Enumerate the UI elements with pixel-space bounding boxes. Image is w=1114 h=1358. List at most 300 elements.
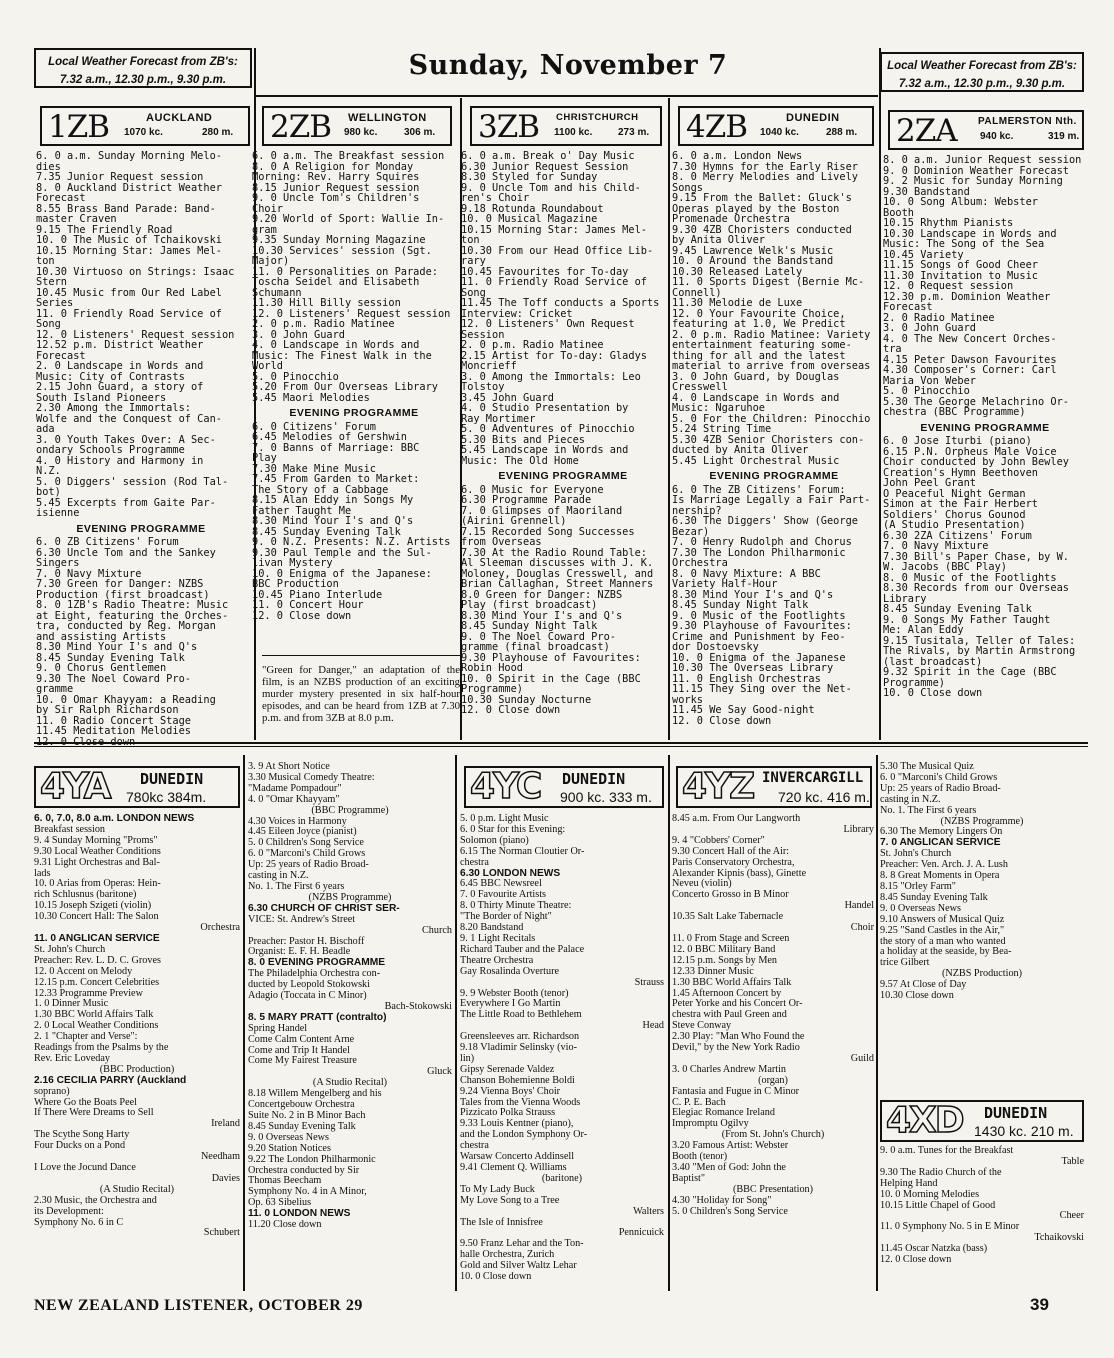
programme-detail: Song — [461, 286, 486, 299]
programme-detail: Symphony No. 4 in A Minor, — [248, 1186, 367, 1198]
programme-entry: 11.15 Songs of Good Cheer — [883, 259, 1038, 271]
programme-entry: 9. 1 Light Recitals — [460, 932, 536, 944]
programme-entry: 2. 0 p.m. Radio Matinee — [252, 318, 395, 330]
programme-entry: 8.45 Sunday Evening Talk — [252, 525, 401, 538]
programme-detail: tra, conducted by Reg. Morgan — [36, 620, 216, 632]
programme-entry: 9.15 From the Ballet: Gluck's — [672, 192, 852, 204]
programme-detail: Singers — [36, 557, 80, 569]
programme-detail: Crime and Punishment by Feo- — [672, 630, 846, 643]
weather-forecast-label: Local Weather Forecast from ZB's: — [48, 56, 238, 68]
programme-detail: Four Ducks on a Pond — [34, 1140, 126, 1152]
programme-entry: 7. 0 Glimpses of Maoriland — [461, 504, 623, 517]
station-logo-2za — [888, 110, 1084, 150]
programme-entry: 10. 0 Song Album: Webster — [883, 196, 1038, 208]
programme-detail: Al Sleeman discusses with J. K. — [461, 557, 654, 569]
weather-forecast-times: 7.32 a.m., 12.30 p.m., 9.30 p.m. — [59, 74, 227, 86]
programme-entry: 10.45 Favourites for To-day — [461, 265, 629, 278]
programme-entry: 9.41 Clement Q. Williams — [460, 1162, 567, 1173]
programme-entry: 9.30 The Radio Church of the — [880, 1166, 1002, 1178]
programme-detail: chestra (BBC Programme) — [883, 406, 1026, 418]
programme-detail: Guild — [850, 1052, 874, 1064]
programme-entry: 7.15 Recorded Song Successes — [461, 525, 635, 538]
programme-detail: Alexander Kipnis (bass), Ginette — [672, 867, 807, 879]
station-frequency: 980 kc. — [344, 127, 378, 138]
programme-entry: 8.20 Bandstand — [460, 922, 524, 934]
programme-entry: 9.32 Spirit in the Cage (BBC — [883, 666, 1057, 678]
programme-detail: (Airini Grennell) — [461, 515, 567, 527]
programme-entry: 5. 0 Pinocchio — [883, 385, 970, 397]
programme-entry: 6. 0 a.m. Break o' Day Music — [461, 150, 635, 162]
programme-entry: 5.20 From Our Overseas Library — [252, 381, 438, 393]
programme-entry: 10.30 Sunday Nocturne — [461, 693, 592, 706]
programme-detail: Connell) — [672, 286, 722, 299]
programme-entry: 9. 4 "Cobbers' Corner" — [672, 834, 765, 846]
programme-entry: 6.15 P.N. Orpheus Male Voice — [883, 445, 1057, 458]
programme-detail: Programme) — [883, 676, 945, 689]
programme-detail: Wolfe and the Conquest of Can- — [36, 412, 222, 425]
column-rule — [668, 98, 670, 740]
station-logo-4ya — [34, 766, 240, 808]
programme-entry: 9. 0 Overseas News — [880, 902, 961, 914]
programme-entry: 3. 0 Charles Andrew Martin — [672, 1063, 787, 1075]
programme-detail: Up: 25 years of Radio Broad- — [248, 859, 369, 871]
programme-detail: from Overseas — [461, 536, 542, 548]
programme-detail: (last broadcast) — [883, 655, 983, 668]
programme-entry: 9.18 Rotunda Roundabout — [461, 202, 604, 215]
station-city: DUNEDIN — [786, 112, 840, 124]
column-rule — [879, 48, 881, 740]
programme-detail: Handel — [844, 900, 874, 912]
programme-detail: Breakfast session — [34, 823, 106, 835]
programme-detail: O Peaceful Night German — [883, 487, 1026, 500]
programme-detail: Brian Callaghan, Street Manners — [461, 578, 654, 590]
programme-entry: 8.15 "Orley Farm" — [880, 880, 956, 892]
programme-detail: chestra — [460, 1140, 489, 1152]
programme-entry: 7.30 Make Mine Music — [252, 462, 376, 475]
programme-entry: 9.15 Tusitala, Teller of Tales: — [883, 634, 1076, 647]
programme-entry: 9.50 Franz Lehar and the Ton- — [460, 1238, 584, 1250]
programme-entry: 11. 0 Sports Digest (Bernie Mc- — [672, 276, 865, 288]
programme-entry: 4.45 Eileen Joyce (pianist) — [248, 826, 357, 838]
programme-detail: dor Dostoevsky — [672, 641, 759, 653]
programme-entry: 7.30 Hymns for the Early Riser — [672, 160, 858, 173]
programme-detail: Library — [883, 592, 927, 605]
programme-detail: Is Marriage Legally a Fair Part- — [672, 494, 871, 506]
column-rule — [876, 755, 878, 1291]
programme-entry: 12. 0 Listeners' Own Request — [461, 318, 635, 330]
programme-entry: 7. 0 Favourite Artists — [460, 889, 547, 901]
programme-entry: 12.15 p.m. Songs by Men — [672, 954, 777, 966]
programme-entry: 9.45 Lawrence Welk's Music — [672, 244, 834, 257]
programme-entry: 5. 0 p.m. Light Music — [460, 813, 549, 824]
programme-detail: Forecast — [36, 349, 86, 362]
programme-detail: Tchaikovski — [1034, 1232, 1084, 1244]
programme-detail: Preacher: Ven. Arch. J. A. Lush — [880, 859, 1008, 871]
programme-entry: 12. 0 Request session — [883, 280, 1014, 292]
evening-programme-heading: EVENING PROGRAMME — [289, 407, 419, 419]
programme-detail: ton — [461, 234, 480, 246]
programme-detail: Head — [642, 1020, 664, 1032]
programme-detail: Baptist" — [672, 1172, 706, 1184]
programme-detail: Fantasia and Fugue in C Minor — [672, 1085, 800, 1097]
programme-detail: The Scythe Song Harty — [34, 1129, 130, 1141]
programme-detail: Bach-Stokowski — [384, 1000, 452, 1012]
programme-entry: 5. 0 Adventures of Pinocchio — [461, 423, 635, 435]
programme-detail: Thomas Beecham — [248, 1175, 322, 1187]
programme-detail: Creation's Hymn Beethoven — [883, 466, 1038, 479]
programme-detail: ren's Choir — [461, 192, 530, 204]
programme-detail: Come Calm Content Arne — [248, 1033, 355, 1045]
programme-detail: Maria Von Weber — [883, 374, 976, 387]
programme-detail: The Little Road to Bethlehem — [460, 1009, 582, 1021]
programme-entry: 4. 0 History and Harmony in — [36, 454, 204, 467]
section-divider — [34, 746, 1088, 747]
programme-detail: Church — [422, 924, 452, 936]
programme-detail: chestra — [460, 856, 489, 868]
programme-detail: lads — [34, 867, 51, 879]
programme-detail: and the London Symphony Or- — [460, 1129, 588, 1141]
programme-entry: 3.40 "Men of God: John the — [672, 1162, 786, 1173]
station-logo-4yz — [676, 766, 872, 808]
programme-entry: 10. 0 The Music of Tchaikovski — [36, 234, 222, 246]
programme-detail: Gluck — [427, 1066, 452, 1078]
schedule-2zb — [252, 151, 456, 621]
programme-entry: 12.33 Programme Preview — [34, 987, 143, 999]
programme-detail: Promenade Orchestra — [672, 213, 790, 225]
programme-entry: 8. 5 MARY PRATT (contralto) — [248, 1011, 387, 1023]
programme-entry: 2. 0 p.m. Radio Matinee: Variety — [672, 328, 871, 341]
programme-detail: soprano) — [34, 1085, 70, 1097]
programme-entry: 11. 0 ANGLICAN SERVICE — [34, 932, 160, 944]
programme-entry: 11. 0 Radio Concert Stage — [36, 714, 191, 727]
programme-entry: 5.30 The Musical Quiz — [880, 761, 974, 772]
programme-detail: master Craven — [36, 213, 117, 225]
programme-entry: 8.30 Mind Your I's and Q's — [252, 515, 414, 527]
station-frequency: 940 kc. — [980, 131, 1014, 142]
programme-entry: 6.30 Uncle Tom and the Sankey — [36, 546, 216, 559]
programme-entry: 2.16 CECILIA PARRY (Auckland — [34, 1074, 187, 1086]
programme-entry: 10. 0 Musical Magazine — [461, 213, 598, 225]
programme-entry: 5.30 4ZB Senior Choristers con- — [672, 433, 865, 446]
column-rule — [243, 755, 245, 1291]
programme-detail: "Madame Pompadour" — [248, 782, 342, 794]
programme-entry: 5.30 Bits and Pieces — [461, 433, 585, 446]
schedule-4ya-continued — [248, 762, 452, 1231]
programme-entry: 6. 0 a.m. London News — [672, 150, 803, 162]
programme-entry: 10.30 Close down — [880, 990, 954, 1002]
programme-entry: 5.45 Light Orchestral Music — [672, 454, 840, 467]
programme-entry: 9.30 The Noel Coward Pro- — [36, 672, 191, 685]
programme-detail: World — [252, 360, 283, 372]
programme-entry: 8.45 Sunday Evening Talk — [880, 891, 988, 903]
programme-detail: Everywhere I Go Martin — [460, 998, 561, 1010]
programme-detail: Come and Trip It Handel — [248, 1044, 350, 1056]
programme-entry: 12. 0 Listeners' Request session — [252, 307, 451, 320]
programme-entry: 10.30 Virtuoso on Strings: Isaac — [36, 265, 235, 278]
programme-detail: rary — [461, 255, 486, 267]
programme-entry: 11.30 Hill Billy session — [252, 297, 401, 309]
programme-detail: Forecast — [36, 192, 86, 204]
page-number: 39 — [1030, 1295, 1049, 1314]
programme-detail: Ray Mortimer — [461, 412, 536, 425]
programme-entry: 10. 0 Omar Khayyam: a Reading — [36, 693, 216, 706]
programme-detail: Choir — [252, 202, 283, 215]
programme-entry: 11. 0 Personalities on Parade: — [252, 265, 438, 278]
programme-detail: Paris Conservatory Orchestra, — [672, 856, 795, 868]
programme-entry: 8.55 Brass Band Parade: Band- — [36, 202, 216, 215]
station-wavelength: 306 m. — [404, 127, 436, 138]
programme-entry: 11. 0 Friendly Road Service of — [36, 307, 222, 320]
programme-entry: 9. 0 Songs My Father Taught — [883, 613, 1051, 626]
programme-entry: 8. 0 A Religion for Monday — [252, 160, 414, 173]
programme-entry: 11.30 Invitation to Music — [883, 269, 1038, 282]
programme-entry: 6.30 Programme Parade — [461, 494, 592, 506]
programme-detail: The Isle of Innisfree — [460, 1216, 543, 1228]
green-for-danger-note: "Green for Danger," an adaptation of the film, is an NZBS production of an exciting murder mystery presented in six half-hour episodes, and can be heard from 1ZB at 7.30 p.m. and from 3ZB at 8.0 p.m. — [262, 655, 460, 724]
programme-detail: If There Were Dreams to Sell — [34, 1107, 154, 1119]
programme-detail: halle Orchestra, Zurich — [460, 1249, 555, 1261]
programme-entry: 9. 0 Chorus Gentlemen — [36, 662, 167, 674]
programme-detail: Cheer — [1059, 1210, 1084, 1222]
programme-entry: 4. 0 Landscape in Words and — [672, 391, 840, 404]
programme-entry: 7. 0 Henry Rudolph and Chorus — [672, 536, 852, 548]
programme-entry: 4.30 Voices in Harmony — [248, 815, 347, 827]
programme-entry: 11.30 Melodie de Luxe — [672, 297, 803, 309]
station-city: DUNEDIN — [562, 770, 626, 788]
programme-entry: 9.30 Concert Hall of the Air: — [672, 845, 790, 857]
programme-entry: 10.35 Salt Lake Tabernacle — [672, 911, 784, 923]
station-wavelength: 280 m. — [202, 127, 234, 138]
programme-entry: 4.30 "Holiday for Song" — [672, 1194, 772, 1206]
programme-detail: Schumann — [252, 286, 302, 299]
programme-entry: 10.30 Released Lately — [672, 265, 803, 278]
schedule-4xd — [880, 1146, 1084, 1266]
station-frequency: 780kc 384m. — [126, 789, 207, 805]
schedule-3zb — [461, 151, 665, 716]
station-frequency: 1040 kc. — [760, 127, 799, 138]
programme-entry: 8.15 Junior Request session — [252, 181, 420, 194]
programme-detail: Music: The Finest Walk in the — [252, 349, 432, 362]
programme-entry: 9. 0 Dominion Weather Forecast — [883, 164, 1069, 177]
station-city: PALMERSTON Nth. — [978, 116, 1077, 127]
programme-detail: trice Gilbert — [880, 957, 930, 969]
programme-detail: Schubert — [203, 1227, 240, 1239]
programme-detail: ducted by Anita Oliver — [672, 444, 809, 456]
programme-detail: Programme) — [461, 683, 523, 695]
schedule-4ya — [34, 814, 240, 1239]
programme-entry: 8.45 Sunday Evening Talk — [883, 603, 1032, 615]
programme-detail: Production (first broadcast) — [36, 588, 210, 601]
programme-entry: 9.30 Playhouse of Favourites: — [461, 651, 641, 664]
programme-entry: 2. 0 Local Weather Conditions — [34, 1020, 159, 1032]
programme-entry: 12.15 p.m. Concert Celebrities — [34, 976, 160, 988]
programme-detail: featuring at 1.0, We Predict — [672, 318, 846, 330]
programme-detail: (A Studio Recital) — [99, 1183, 175, 1195]
programme-detail: Organist: E. F. H. Beadle — [248, 946, 351, 958]
programme-detail: Richard Tauber and the Palace — [460, 943, 585, 955]
programme-detail: Booth (tenor) — [672, 1151, 728, 1163]
programme-entry: 9.30 Bandstand — [883, 185, 970, 198]
programme-detail: Neveu (violin) — [672, 878, 732, 890]
weather-forecast-label: Local Weather Forecast from ZB's: — [887, 60, 1077, 72]
programme-entry: 8. 0 Thirty Minute Theatre: — [460, 900, 572, 912]
programme-entry: 10.30 Landscape in Words and — [883, 227, 1057, 240]
programme-entry: 7.35 Junior Request session — [36, 171, 204, 183]
programme-detail: N.Z. — [36, 465, 61, 477]
programme-entry: 6. 0 a.m. Sunday Morning Melo- — [36, 150, 222, 162]
station-wavelength: 273 m. — [618, 127, 650, 138]
programme-detail: gramme (final broadcast) — [461, 641, 610, 653]
programme-entry: 9.35 Sunday Morning Magazine — [252, 234, 426, 246]
programme-detail: Play — [252, 452, 277, 464]
programme-entry: 11. 0 English Orchestras — [672, 672, 821, 685]
programme-entry: 8. 0 Music of the Footlights — [883, 571, 1057, 584]
programme-detail: Spring Handel — [248, 1022, 308, 1034]
programme-detail: Gay Rosalinda Overture — [460, 965, 560, 977]
programme-entry: 2.15 Artist for To-day: Gladys — [461, 349, 647, 362]
programme-detail: St. John's Church — [34, 943, 106, 955]
programme-detail: casting in N.Z. — [248, 870, 309, 882]
programme-entry: 6.30 Junior Request Session — [461, 160, 629, 173]
programme-detail: Interview: Cricket — [461, 307, 573, 320]
programme-detail: VICE: St. Andrew's Street — [248, 913, 356, 925]
programme-entry: 12. 0 Close down — [461, 704, 561, 716]
programme-entry: 7.30 The London Philharmonic — [672, 546, 846, 559]
programme-entry: 3. 0 John Guard — [883, 322, 976, 334]
programme-detail: Come My Fairest Treasure — [248, 1055, 357, 1067]
programme-entry: 12. 0 Listeners' Request session — [36, 328, 235, 341]
station-city: INVERCARGILL — [762, 770, 864, 786]
station-logo-4zb — [678, 106, 874, 146]
programme-detail: Play (first broadcast) — [461, 599, 598, 611]
programme-detail: Warsaw Concerto Addinsell — [460, 1151, 575, 1163]
programme-entry: 8.30 Mind Your I's and Q's — [672, 588, 834, 601]
programme-detail: chestra with Paul Green and — [672, 1009, 787, 1021]
programme-entry: 5. 0 Diggers' session (Rod Tal- — [36, 475, 229, 488]
station-call-sign: 1ZB — [48, 109, 110, 145]
programme-detail: bot) — [36, 486, 61, 498]
programme-detail: Suite No. 2 in B Minor Bach — [248, 1110, 366, 1121]
programme-entry: 6. 0 ZB Citizens' Forum — [36, 536, 179, 548]
programme-entry: 6.30 The Diggers' Show (George — [672, 515, 858, 527]
programme-detail: Readings from the Psalms by the — [34, 1042, 169, 1054]
programme-entry: 9. 2 Music for Sunday Morning — [883, 175, 1063, 187]
programme-detail: isienne — [36, 507, 80, 519]
programme-detail: Solomon (piano) — [460, 834, 529, 846]
programme-entry: 1.30 BBC World Affairs Talk — [672, 976, 792, 988]
station-frequency: 720 kc. 416 m. — [778, 789, 870, 805]
programme-detail: Tales from the Vienna Woods — [460, 1096, 581, 1108]
programme-detail: The Rivals, by Martin Armstrong — [883, 645, 1076, 657]
programme-detail: Gold and Silver Waltz Lehar — [460, 1260, 577, 1272]
programme-entry: 10. 0 Enigma of the Japanese — [672, 651, 846, 664]
programme-entry: 5.30 The George Melachrino Or- — [883, 395, 1069, 408]
programme-entry: 2. 0 p.m. Radio Matinee — [461, 339, 604, 351]
programme-entry: 8.18 Willem Mengelberg and his — [248, 1088, 382, 1100]
schedule-4zb — [672, 151, 876, 726]
programme-entry: 11.45 Meditation Melodies — [36, 725, 191, 737]
programme-detail: Morning: Rev. Harry Squires — [252, 171, 420, 183]
programme-detail: Davies — [211, 1172, 240, 1184]
programme-entry: 12. 0 Close down — [880, 1254, 952, 1266]
programme-entry: 7. 0 Navy Mixture — [883, 540, 989, 552]
programme-detail: rich Schlusnus (baritone) — [34, 889, 137, 901]
programme-entry: 6.30 The Memory Lingers On — [880, 826, 1003, 838]
programme-entry: 9. 0 The Noel Coward Pro- — [461, 630, 616, 643]
station-city: WELLINGTON — [348, 112, 427, 124]
programme-entry: 4.30 Composer's Corner: Carl — [883, 364, 1057, 376]
programme-detail: Pizzicato Polka Strauss — [460, 1107, 556, 1119]
programme-entry: 6. 0 Jose Iturbi (piano) — [883, 435, 1032, 447]
programme-entry: 8. 0 Navy Mixture: A BBC — [672, 567, 821, 580]
programme-detail: works — [672, 693, 703, 706]
programme-entry: 8. 0 Auckland District Weather — [36, 181, 222, 194]
programme-entry: 1.30 BBC World Affairs Talk — [34, 1009, 154, 1021]
programme-entry: 12.33 Dinner Music — [672, 965, 754, 977]
programme-entry: 10.15 Morning Star: James Mel- — [36, 244, 222, 257]
programme-detail: Table — [1061, 1155, 1084, 1167]
programme-entry: 11. 0 Friendly Road Service of — [461, 276, 647, 288]
programme-detail: Devil," by the New York Radio — [672, 1042, 800, 1054]
programme-entry: 5.45 Landscape in Words and — [461, 444, 629, 456]
programme-detail: Walters — [633, 1205, 664, 1217]
station-call-sign: 4ZB — [686, 109, 748, 145]
programme-entry: 5. 0 Children's Song Service — [672, 1205, 788, 1217]
programme-entry: 11. 0 Symphony No. 5 in E Minor — [880, 1221, 1020, 1233]
programme-detail: Forecast — [883, 301, 933, 313]
programme-entry: 9.25 "Sand Castles in the Air," — [880, 924, 1005, 936]
programme-detail: by Sir Ralph Richardson — [36, 704, 179, 716]
programme-detail: a holiday at the seaside, by Bea- — [880, 946, 1012, 958]
programme-entry: 7.30 Bill's Paper Chase, by W. — [883, 550, 1069, 563]
programme-detail: Moncrieff — [461, 360, 517, 372]
weather-forecast-left — [34, 48, 252, 88]
programme-entry: 8.45 Sunday Evening Talk — [36, 651, 185, 664]
programme-detail: Songs — [672, 181, 703, 194]
programme-entry: 10. 0 Spirit in the Cage (BBC — [461, 672, 641, 685]
programme-entry: 11.15 They Sing over the Net- — [672, 683, 852, 695]
programme-entry: 12. 0 Your Favourite Choice, — [672, 307, 846, 320]
programme-entry: 10. 0 Morning Melodies — [880, 1188, 980, 1200]
programme-entry: 8. 0 EVENING PROGRAMME — [248, 957, 385, 969]
schedule-1zb — [36, 151, 246, 747]
header-rule — [256, 95, 878, 97]
programme-entry: 2.30 Among the Immortals: — [36, 402, 191, 414]
programme-entry: 4. 0 Landscape in Words and — [252, 339, 420, 351]
station-logo-3zb — [470, 106, 662, 146]
programme-detail: Bezar) — [672, 525, 710, 538]
programme-detail: gram — [252, 223, 277, 236]
programme-detail: (NZBS Production) — [941, 968, 1023, 980]
programme-entry: 10.30 The Overseas Library — [672, 662, 834, 674]
column-rule — [668, 755, 670, 1291]
station-call-sign: 4YZ — [682, 766, 754, 807]
programme-detail: (From St. John's Church) — [721, 1129, 825, 1141]
programme-entry: 5. 0 For the Children: Pinocchio — [672, 412, 871, 425]
programme-detail: Adagio (Toccata in C Minor) — [248, 990, 367, 1002]
programme-detail: Ireland — [211, 1118, 240, 1130]
programme-entry: 8.0 Green for Danger: NZBS — [461, 588, 623, 601]
programme-entry: 10. 0 Arias from Operas: Hein- — [34, 878, 161, 890]
evening-programme-heading: EVENING PROGRAMME — [920, 421, 1050, 434]
programme-entry: 6. 0 Star for this Evening: — [460, 823, 566, 835]
programme-entry: 7. 0 Banns of Marriage: BBC — [252, 441, 420, 454]
programme-detail: Needham — [200, 1151, 240, 1163]
programme-entry: 6. 0 "Marconi's Child Grows — [248, 848, 366, 860]
programme-entry: 9.30 4ZB Choristers conducted — [672, 223, 852, 236]
programme-entry: 9.30 Paul Temple and the Sul- — [252, 546, 432, 559]
programme-detail: (A Studio Presentation) — [883, 519, 1026, 531]
